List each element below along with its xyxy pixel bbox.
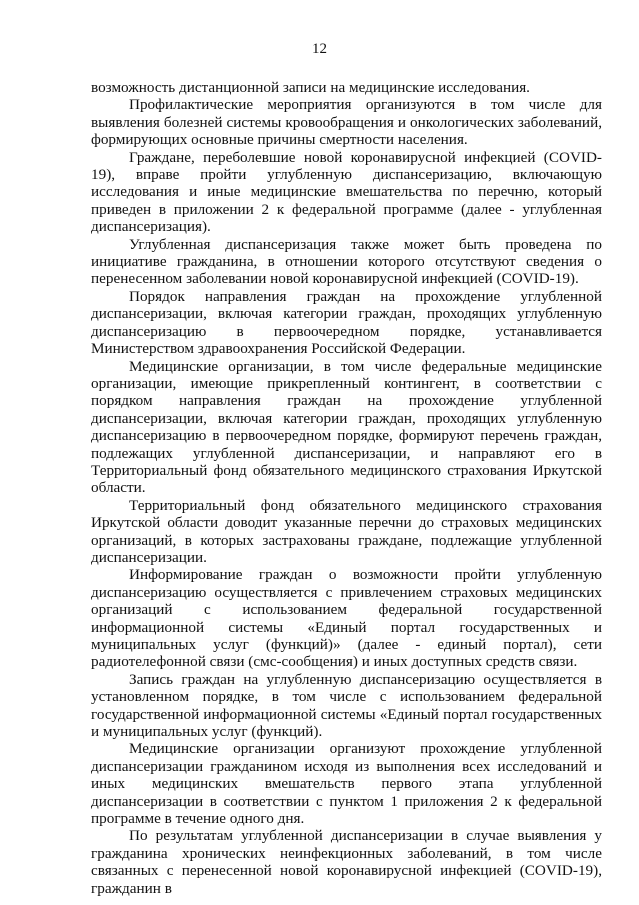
paragraph: Углубленная диспансеризация также может быть проведена по инициативе гражданина, в отношении которого отсутствуют сведения о перенесенном заболевании новой коронавирусной инфекцией (COVID-19). <box>91 235 602 288</box>
paragraph: Профилактические мероприятия организуются в том числе для выявления болезней системы кровообращения и онкологических заболеваний, формирующих основные причины смертности населения. <box>91 96 602 149</box>
page-number: 12 <box>312 41 327 57</box>
paragraph-continuation: возможность дистанционной записи на медицинские исследования. <box>91 79 530 96</box>
paragraph: Запись граждан на углубленную диспансеризацию осуществляется в установленном порядке, в том числе с использованием федеральной государственной информационной системы «Единый портал государственных и муниципальных услуг (функций). <box>91 670 602 741</box>
paragraph: Территориальный фонд обязательного медицинского страхования Иркутской области доводит указанные перечни до страховых медицинских организаций, в которых застрахованы граждане, подлежащие углубленной диспансеризации. <box>91 496 602 566</box>
paragraph: Порядок направления граждан на прохождение углубленной диспансеризации, включая категории граждан, проходящих углубленную диспансеризацию в первоочередном порядке, устанавливается Министерством здравоохранения Российской Федерации. <box>91 287 602 358</box>
document-body <box>91 79 602 897</box>
paragraph: Медицинские организации организуют прохождение углубленной диспансеризации гражданином исходя из выполнения всех исследований и иных медицинских вмешательств первого этапа углубленной диспансеризации в соответствии с пунктом 1 приложения 2 к федеральной программе в течение одного дня. <box>91 740 602 828</box>
paragraph: Информирование граждан о возможности пройти углубленную диспансеризацию осуществляется с привлечением страховых медицинских организаций с использованием федеральной государственной информационной системы «Единый портал государственных и муниципальных услуг (функций)» (далее - единый портал), сети радиотелефонной связи (смс-сообщения) и иных доступных средств связи. <box>91 566 602 671</box>
paragraph: Медицинские организации, в том числе федеральные медицинские организации, имеющие прикрепленный контингент, в соответствии с порядком направления граждан на прохождение углубленной диспансеризации, включая категории граждан, проходящих углубленную диспансеризацию в первоочередном порядке, формируют перечень граждан, подлежащих углубленной диспансеризации, и направляют его в Территориальный фонд обязательного медицинского страхования Иркутской области. <box>91 357 602 497</box>
paragraph: Граждане, переболевшие новой коронавирусной инфекцией (COVID-19), вправе пройти углубленную диспансеризацию, включающую исследования и иные медицинские вмешательства по перечню, который приведен в приложении 2 к федеральной программе (далее - углубленная диспансеризация). <box>91 148 602 236</box>
paragraph: По результатам углубленной диспансеризации в случае выявления у гражданина хронических неинфекционных заболеваний, в том числе связанных с перенесенной новой коронавирусной инфекцией (COVID-19), гражданин в <box>91 827 602 897</box>
